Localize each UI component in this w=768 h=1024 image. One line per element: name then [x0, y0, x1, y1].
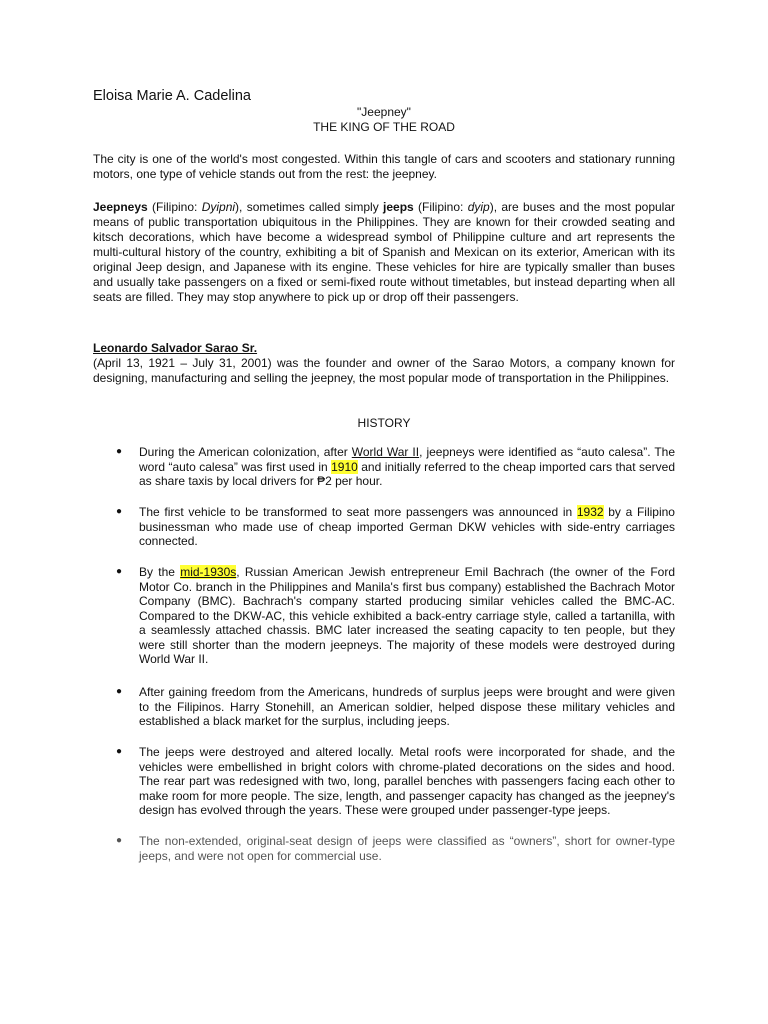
bullet-icon: ●: [115, 835, 123, 846]
highlight-1932: 1932: [576, 505, 604, 519]
list-item-text: After gaining freedom from the Americans, hundreds of surplus jeeps were brought and were given to the Filipinos. Harry Stonehill, an American soldier, helped dispose these military vehicles and established a black market for the surplus, including jeeps.: [139, 685, 675, 728]
world-war-ii-link[interactable]: World War II: [351, 445, 420, 459]
text-span: The first vehicle to be transformed to seat more passengers was announced in: [139, 505, 577, 519]
bullet-icon: ●: [115, 566, 123, 577]
text-span: During the American colonization, after: [139, 445, 352, 459]
term-dyipni: Dyipni: [201, 200, 236, 214]
text-span: By the: [139, 565, 181, 579]
jeepney-definition-paragraph: [93, 200, 675, 305]
text-span: ), sometimes called simply: [235, 200, 384, 214]
bullet-icon: ●: [115, 506, 123, 517]
text-span: by a Filipino businessman who made use of cheap imported German DKW vehicles with side-entry carriages connected.: [139, 505, 675, 548]
text-span: , jeepneys were identified as “auto calesa”. The word “auto calesa” was first used in: [139, 445, 675, 474]
term-jeepneys: Jeepneys: [93, 200, 148, 214]
list-item-text: The jeeps were destroyed and altered locally. Metal roofs were incorporated for shade, and the vehicles were embellished in bright colors with chrome-plated decorations on the sides and hood. The rear part was redesigned with two, long, parallel benches with passengers facing each other to make room for more people. The size, length, and passenger capacity has changed as the jeepney's design has evolved through the years. These were grouped under passenger-type jeeps.: [139, 745, 675, 817]
bullet-icon: ●: [115, 446, 123, 457]
text-span: (Filipino:: [147, 200, 202, 214]
bullet-icon: ●: [115, 746, 123, 757]
text-span: and initially referred to the cheap imported cars that served as share taxis by local drivers for ₱2 per hour.: [139, 459, 675, 488]
highlight-mid-1930s: mid-1930s: [180, 565, 237, 579]
title-quote: "Jeepney": [357, 105, 411, 119]
founder-name: Leonardo Salvador Sarao Sr.: [93, 341, 258, 355]
term-dyip: dyip: [467, 200, 490, 214]
list-item-text: [139, 565, 675, 667]
founder-paragraph: (April 13, 1921 – July 31, 2001) was the founder and owner of the Sarao Motors, a company known for designing, manufacturing and selling the jeepney, the most popular mode of transportation in the Philippines.: [93, 356, 675, 385]
text-span: ), are buses and the most popular means of public transportation ubiquitous in the Philippines. They are known for their crowded seating and kitsch decorations, which have become a widespread symbol of Philippine culture and art represents the multi-cultural history of the country, exhibiting a bit of Spanish and Mexican on its exterior, American with its original Jeep design, and Japanese with its engine. These vehicles for hire are typically smaller than buses and usually take passengers on a fixed or semi-fixed route without timetables, but instead departing when all seats are filled. They may stop anywhere to pick up or drop off their passengers.: [93, 200, 676, 304]
author-name: Eloisa Marie A. Cadelina: [93, 88, 251, 104]
term-jeeps: jeeps: [383, 200, 414, 214]
text-span: , Russian American Jewish entrepreneur Emil Bachrach (the owner of the Ford Motor Co. branch in the Philippines and Manila's first bus company) established the Bachrach Motor Company (BMC). Bachrach's company started producing similar vehicles called the BMC-AC. Compared to the DKW-AC, this vehicle exhibited a back-entry carriage style, called a tartanilla, with a seamlessly attached chassis. BMC later increased the seating capacity to ten people, but they were still shorter than the modern jeepneys. The majority of these models were destroyed during World War II.: [139, 565, 675, 666]
list-item-text: [139, 505, 675, 549]
history-heading: HISTORY: [357, 416, 411, 430]
intro-paragraph: The city is one of the world's most congested. Within this tangle of cars and scooters and stationary running motors, one type of vehicle stands out from the rest: the jeepney.: [93, 152, 675, 181]
title-main: THE KING OF THE ROAD: [313, 120, 455, 134]
list-item-text: [139, 445, 675, 489]
bullet-icon: ●: [115, 686, 123, 697]
list-item-text: The non-extended, original-seat design of jeeps were classified as “owners”, short for owner-type jeeps, and were not open for commercial use.: [139, 834, 675, 863]
highlight-1910: 1910: [331, 459, 358, 474]
text-span: (Filipino:: [413, 200, 468, 214]
